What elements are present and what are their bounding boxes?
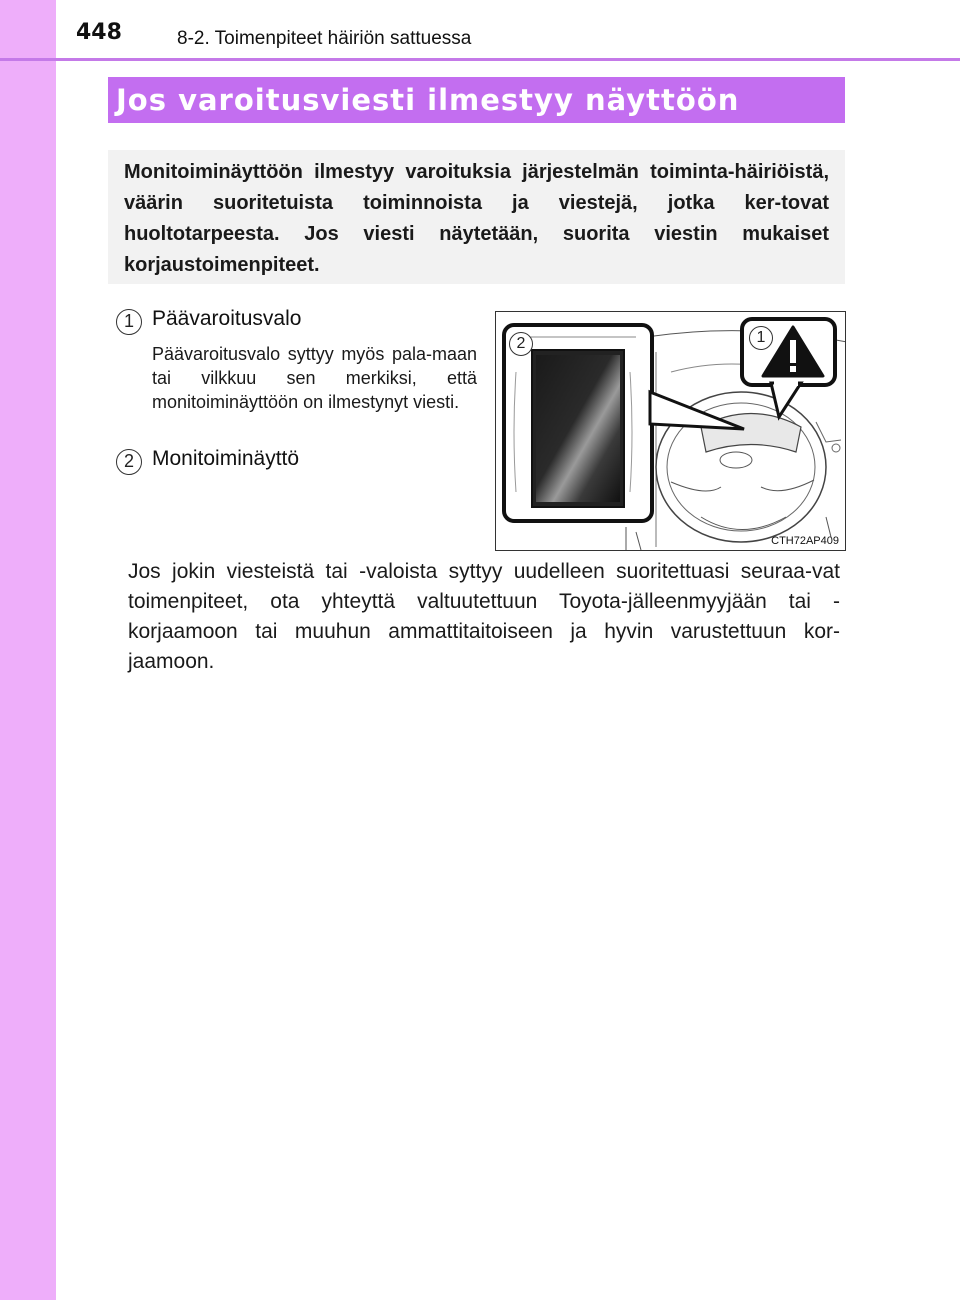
callout-2-icon: 2 <box>509 332 533 356</box>
page-title: Jos varoitusviesti ilmestyy näyttöön <box>116 83 740 117</box>
number-2-icon: 2 <box>116 449 142 475</box>
chapter-side-tab <box>0 0 56 1300</box>
intro-box <box>108 150 845 284</box>
item-label-master-warning: Päävaroitusvalo <box>152 307 302 330</box>
dashboard-drawing <box>496 312 846 551</box>
number-1-icon: 1 <box>116 309 142 335</box>
callout-1-icon: 1 <box>749 326 773 350</box>
item-label-multi-display: Monitoiminäyttö <box>152 447 300 470</box>
header-divider <box>0 58 960 61</box>
intro-text: Monitoiminäyttöön ilmestyy varoituksia järjestelmän toiminta-häiriöistä, väärin suoritetuista toiminnoista ja viestejä, jotka ker-tovat huoltotarpeesta. Jos viesti näytetään, suorita viestin mukaiset korjaustoimenpiteet. <box>124 161 829 276</box>
figure-code: CTH72AP409 <box>771 535 839 547</box>
page-number: 448 <box>76 20 122 45</box>
item-description-master-warning: Päävaroitusvalo syttyy myös pala-maan tai vilkkuu sen merkiksi, että monitoiminäyttöön on ilmestynyt viesti. <box>152 344 477 412</box>
section-heading: 8-2. Toimenpiteet häiriön sattuessa <box>177 28 472 49</box>
body-paragraph: Jos jokin viesteistä tai -valoista syttyy uudelleen suoritettuasi seuraa-vat toimenpiteet, ota yhteyttä valtuutettuun Toyota-jälleenmyyjään tai -korjaamoon tai muuhun ammattitaitoiseen ja hyvin varustettuun kor-jaamoon. <box>128 560 840 673</box>
title-banner <box>108 77 845 123</box>
dashboard-illustration <box>495 311 846 551</box>
